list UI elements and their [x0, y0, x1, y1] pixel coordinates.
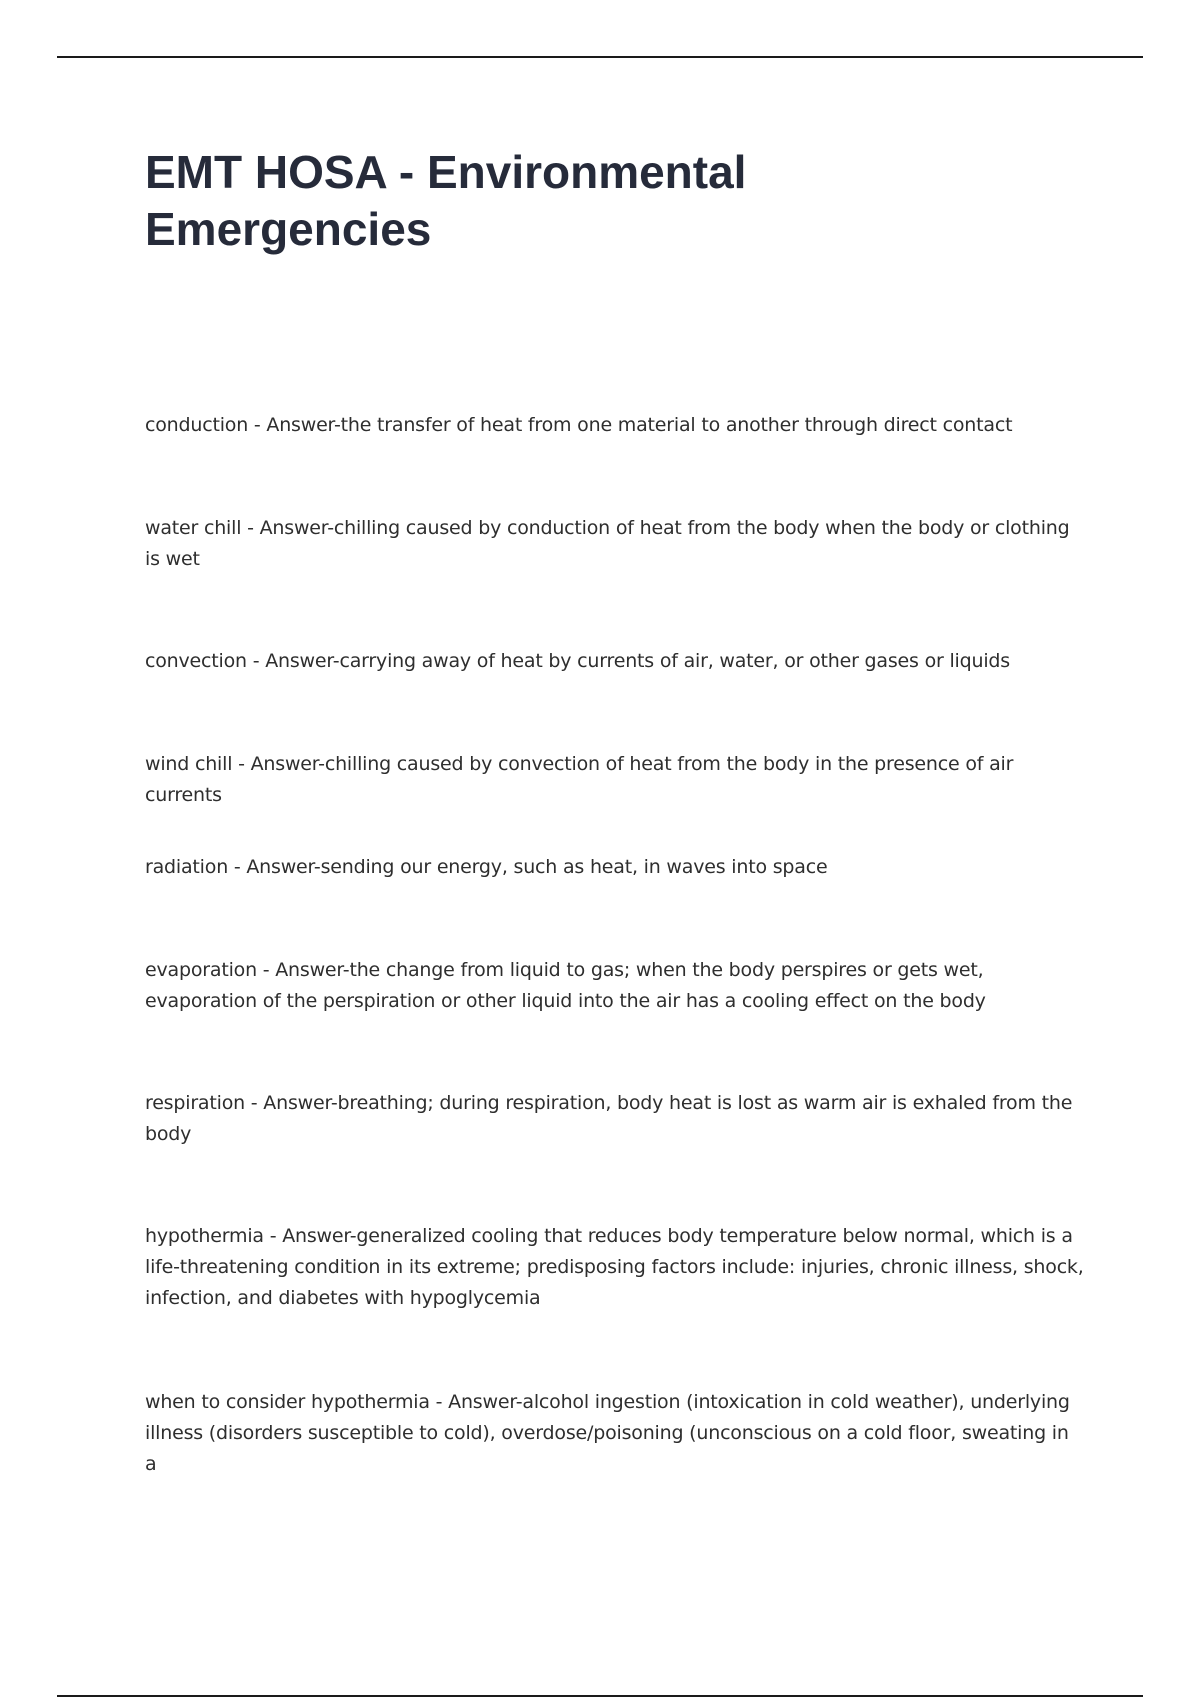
- page-title: EMT HOSA - Environmental Emergencies: [145, 146, 747, 255]
- flashcard-entry: wind chill - Answer-chilling caused by convection of heat from the body in the presence of air currents: [145, 753, 1014, 806]
- flashcard-entry: radiation - Answer-sending our energy, such as heat, in waves into space: [145, 856, 828, 878]
- flashcard-entry: hypothermia - Answer-generalized cooling that reduces body temperature below normal, which is a life-threatening condition in its extreme; predisposing factors include: injuries, chronic illness, shock, infection, and diabetes with hypoglycemia: [145, 1225, 1084, 1309]
- flashcard-entry: when to consider hypothermia - Answer-alcohol ingestion (intoxication in cold weather), underlying illness (disorders susceptible to cold), overdose/poisoning (unconscious on a cold floor, sweating in a: [145, 1391, 1070, 1475]
- flashcard-entry: respiration - Answer-breathing; during respiration, body heat is lost as warm air is exhaled from the body: [145, 1092, 1073, 1145]
- flashcard-entry: convection - Answer-carrying away of heat by currents of air, water, or other gases or liquids: [145, 650, 1010, 672]
- flashcard-entry: water chill - Answer-chilling caused by conduction of heat from the body when the body or clothing is wet: [145, 517, 1070, 570]
- top-divider: [57, 56, 1143, 58]
- flashcard-entry: conduction - Answer-the transfer of heat from one material to another through direct contact: [145, 414, 1013, 436]
- flashcard-entry: evaporation - Answer-the change from liquid to gas; when the body perspires or gets wet, evaporation of the perspiration or other liquid into the air has a cooling effect on the body: [145, 959, 986, 1012]
- bottom-divider: [57, 1695, 1143, 1697]
